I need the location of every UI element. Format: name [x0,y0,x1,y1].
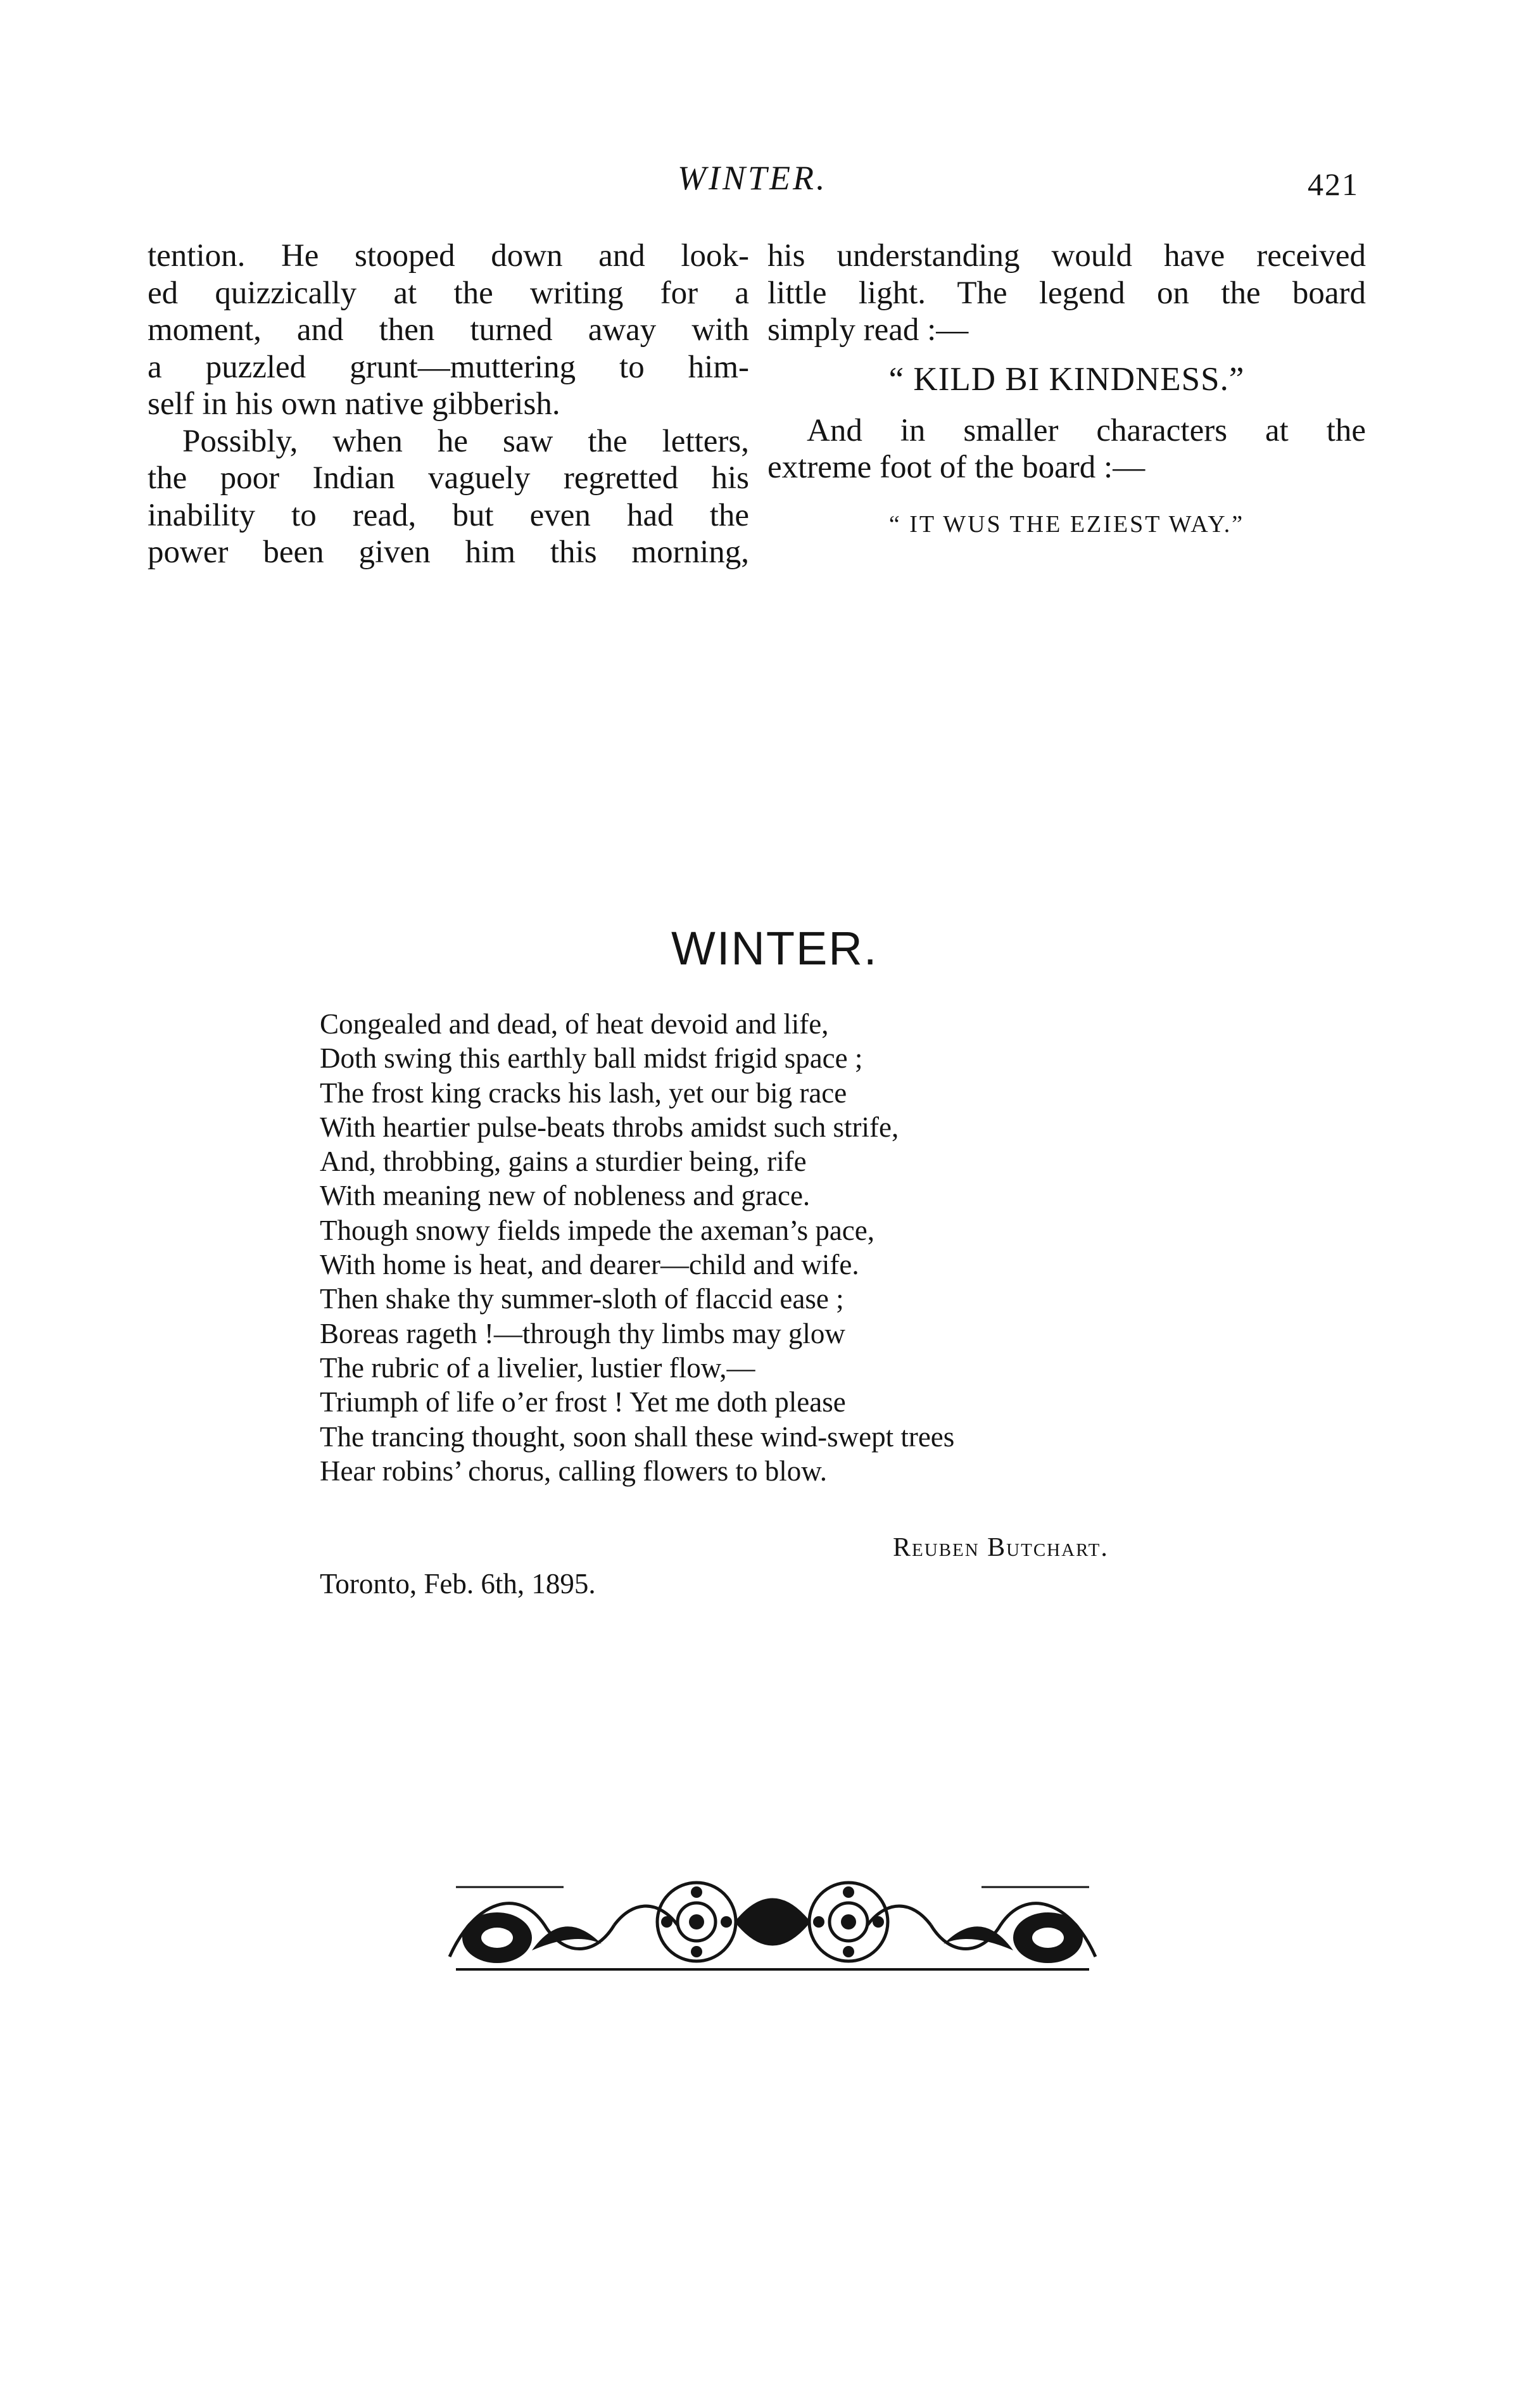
decorative-scroll-ornament [437,1862,1108,1982]
board-foot-legend: “ IT WUS THE EZIEST WAY.” [888,510,1245,538]
text-line: moment, and then turned away with [148,312,749,348]
poem-line: Triumph of life o’er frost ! Yet me doth please [320,1386,846,1418]
right-paragraph-1 [767,237,1366,349]
right-paragraph-2 [767,412,1366,486]
poem-title: WINTER. [671,922,878,975]
text-line: a puzzled grunt—muttering to him- [148,349,749,385]
text-line: self in his own native gibberish. [148,386,560,422]
poem-line: Then shake thy summer-sloth of flaccid ease ; [320,1283,844,1315]
poem-line: The frost king cracks his lash, yet our big race [320,1077,847,1109]
left-column [148,237,749,571]
text-line: simply read :— [767,312,969,348]
poem-line: Doth swing this earthly ball midst frigid space ; [320,1042,863,1075]
running-head: WINTER. [678,159,828,197]
text-line: And in smaller characters at the [807,412,1366,448]
page-number: 421 [1308,167,1359,202]
text-line: inability to read, but even had the [148,497,749,533]
text-line: his understanding would have received [767,238,1366,274]
poem-line: Hear robins’ chorus, calling flowers to blow. [320,1455,828,1487]
poem-line: Boreas rageth !—through thy limbs may glow [320,1317,845,1349]
poem-line: The rubric of a livelier, lustier flow,— [320,1351,755,1384]
poem-line: The trancing thought, soon shall these wind-swept trees [320,1420,955,1453]
poem-line: With heartier pulse-beats throbs amidst such strife, [320,1111,899,1143]
poem-dateline: Toronto, Feb. 6th, 1895. [320,1568,596,1600]
text-line: Possibly, when he saw the letters, [182,423,749,459]
poem-line: With home is heat, and dearer—child and wife. [320,1249,859,1281]
poem-signature: Reuben Butchart. [893,1533,1109,1562]
text-line: the poor Indian vaguely regretted his [148,460,749,496]
text-line: power been given him this morning, [148,534,749,570]
text-line: ed quizzically at the writing for a [148,275,749,311]
poem-line: With meaning new of nobleness and grace. [320,1180,811,1212]
poem-line: And, throbbing, gains a sturdier being, rife [320,1146,807,1178]
poem-line: Though snowy fields impede the axeman’s pace, [320,1214,875,1246]
left-paragraph-2 [148,423,749,571]
text-line: little light. The legend on the board [767,275,1366,311]
left-paragraph-1 [148,237,749,423]
text-line: extreme foot of the board :— [767,450,1146,485]
poem-line: Congealed and dead, of heat devoid and life, [320,1008,829,1040]
text-line: tention. He stooped down and look- [148,238,749,274]
poem-body [320,1007,1206,1488]
right-column [767,237,1366,538]
board-legend: “ KILD BI KINDNESS.” [888,360,1245,398]
